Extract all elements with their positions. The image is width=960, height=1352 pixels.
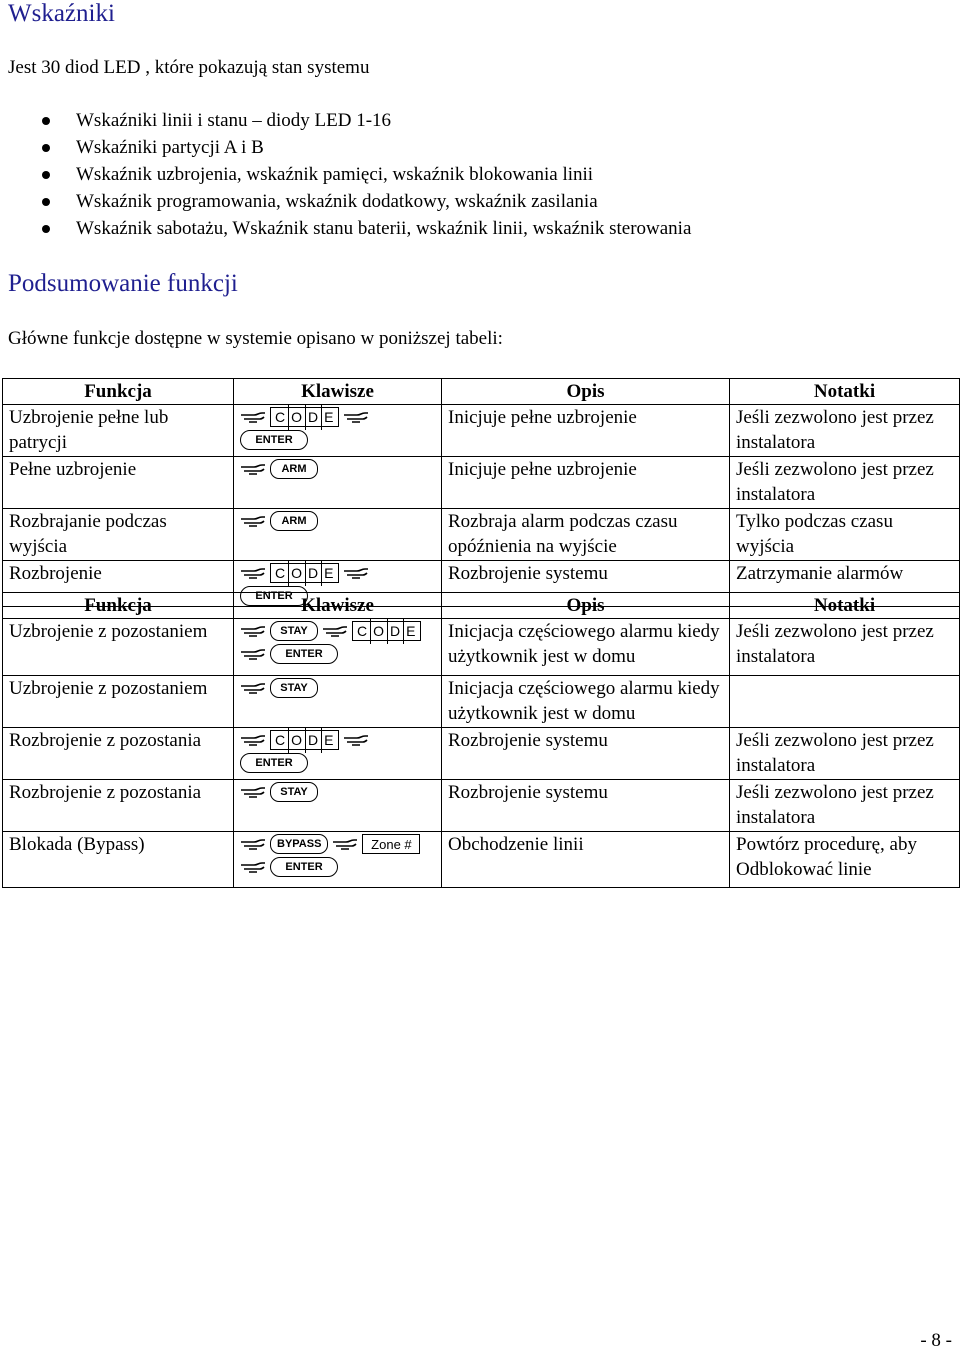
stay-key-icon: STAY [270, 621, 318, 641]
column-header-opis: Opis [442, 593, 730, 619]
pointing-hand-icon [240, 860, 266, 874]
cell-opis: Rozbrojenie systemu [442, 728, 730, 780]
pointing-hand-icon [240, 837, 266, 851]
cell-funkcja: Rozbrojenie z pozostania [3, 780, 234, 832]
enter-key-icon: ENTER [240, 430, 308, 450]
cell-funkcja: Uzbrojenie z pozostaniem [3, 619, 234, 676]
table-row [3, 619, 960, 676]
stay-key-icon: STAY [270, 782, 318, 802]
stay-key-icon: STAY [270, 678, 318, 698]
cell-opis: Inicjacja częściowego alarmu kiedy użytkownik jest w domu [442, 676, 730, 728]
column-header-funkcja: Funkcja [3, 379, 234, 405]
cell-klawisze [234, 457, 442, 509]
cell-funkcja: Rozbrajanie podczas wyjścia [3, 509, 234, 561]
cell-opis: Inicjacja częściowego alarmu kiedy użytkownik jest w domu [442, 619, 730, 676]
cell-funkcja: Pełne uzbrojenie [3, 457, 234, 509]
cell-funkcja: Blokada (Bypass) [3, 832, 234, 888]
column-header-notatki: Notatki [730, 379, 960, 405]
cell-notatki [730, 676, 960, 728]
cell-opis: Rozbrojenie systemu [442, 780, 730, 832]
arm-key-icon: ARM [270, 459, 318, 479]
column-header-notatki: Notatki [730, 593, 960, 619]
table-row [3, 457, 960, 509]
table-intro-text: Główne funkcje dostępne w systemie opisano w poniższej tabeli: [8, 328, 503, 349]
enter-key-icon: ENTER [270, 857, 338, 877]
cell-funkcja: Uzbrojenie pełne lub patrycji [3, 405, 234, 457]
page-number: - 8 - [920, 1330, 952, 1351]
enter-key-icon: ENTER [240, 753, 308, 773]
code-key-icon: C O D E [270, 563, 339, 583]
list-item: Wskaźnik uzbrojenia, wskaźnik pamięci, wskaźnik blokowania linii [0, 163, 691, 190]
code-key-icon: C O D E [270, 407, 339, 427]
cell-klawisze [234, 832, 442, 888]
enter-key-icon: ENTER [240, 586, 308, 606]
table-row [3, 728, 960, 780]
cell-notatki: Jeśli zezwolono jest przez instalatora [730, 405, 960, 457]
zone-key-icon: Zone # [362, 834, 420, 854]
list-item: Wskaźnik programowania, wskaźnik dodatkowy, wskaźnik zasilania [0, 190, 691, 217]
cell-notatki: Jeśli zezwolono jest przez instalatora [730, 728, 960, 780]
cell-opis: Obchodzenie linii [442, 832, 730, 888]
arm-key-icon: ARM [270, 511, 318, 531]
indicator-list [0, 109, 691, 244]
table-row [3, 509, 960, 561]
cell-opis: Rozbraja alarm podczas czasu opóźnienia na wyjście [442, 509, 730, 561]
function-table-1 [2, 378, 960, 607]
cell-funkcja: Rozbrojenie z pozostania [3, 728, 234, 780]
column-header-klawisze: Klawisze [234, 379, 442, 405]
code-key-icon: C O D E [270, 730, 339, 750]
cell-klawisze [234, 676, 442, 728]
cell-notatki: Jeśli zezwolono jest przez instalatora [730, 780, 960, 832]
pointing-hand-icon [240, 410, 266, 424]
bypass-key-icon: BYPASS [270, 834, 328, 854]
column-header-klawisze: Klawisze [234, 593, 442, 619]
cell-opis: Inicjuje pełne uzbrojenie [442, 457, 730, 509]
table-row [3, 405, 960, 457]
list-item: Wskaźnik sabotażu, Wskaźnik stanu baterii, wskaźnik linii, wskaźnik sterowania [0, 217, 691, 244]
cell-notatki: Powtórz procedurę, aby Odblokować linie [730, 832, 960, 888]
table-row [3, 676, 960, 728]
cell-funkcja: Rozbrojenie [3, 561, 234, 607]
cell-notatki: Tylko podczas czasu wyjścia [730, 509, 960, 561]
section-heading-podsumowanie: Podsumowanie funkcji [8, 270, 238, 297]
enter-key-icon: ENTER [270, 644, 338, 664]
cell-klawisze [234, 619, 442, 676]
pointing-hand-icon [240, 733, 266, 747]
cell-klawisze [234, 780, 442, 832]
table-row [3, 780, 960, 832]
code-key-icon: C O D E [352, 621, 421, 641]
pointing-hand-icon [332, 837, 358, 851]
cell-klawisze [234, 728, 442, 780]
pointing-hand-icon [343, 733, 369, 747]
pointing-hand-icon [240, 647, 266, 661]
cell-opis: Rozbrojenie systemu [442, 561, 730, 607]
column-header-opis: Opis [442, 379, 730, 405]
intro-text: Jest 30 diod LED , które pokazują stan systemu [8, 57, 370, 78]
cell-klawisze [234, 509, 442, 561]
pointing-hand-icon [240, 514, 266, 528]
pointing-hand-icon [240, 624, 266, 638]
cell-opis: Inicjuje pełne uzbrojenie [442, 405, 730, 457]
pointing-hand-icon [343, 410, 369, 424]
cell-notatki: Zatrzymanie alarmów [730, 561, 960, 607]
table-row [3, 832, 960, 888]
pointing-hand-icon [240, 785, 266, 799]
pointing-hand-icon [240, 681, 266, 695]
list-item: Wskaźniki linii i stanu – diody LED 1-16 [0, 109, 691, 136]
cell-klawisze [234, 405, 442, 457]
list-item: Wskaźniki partycji A i B [0, 136, 691, 163]
pointing-hand-icon [240, 566, 266, 580]
cell-notatki: Jeśli zezwolono jest przez instalatora [730, 457, 960, 509]
pointing-hand-icon [322, 624, 348, 638]
cell-notatki: Jeśli zezwolono jest przez instalatora [730, 619, 960, 676]
pointing-hand-icon [240, 462, 266, 476]
column-header-funkcja: Funkcja [3, 593, 234, 619]
function-table-2 [2, 592, 960, 888]
pointing-hand-icon [343, 566, 369, 580]
section-heading-wskazniki: Wskaźniki [8, 0, 115, 27]
cell-funkcja: Uzbrojenie z pozostaniem [3, 676, 234, 728]
